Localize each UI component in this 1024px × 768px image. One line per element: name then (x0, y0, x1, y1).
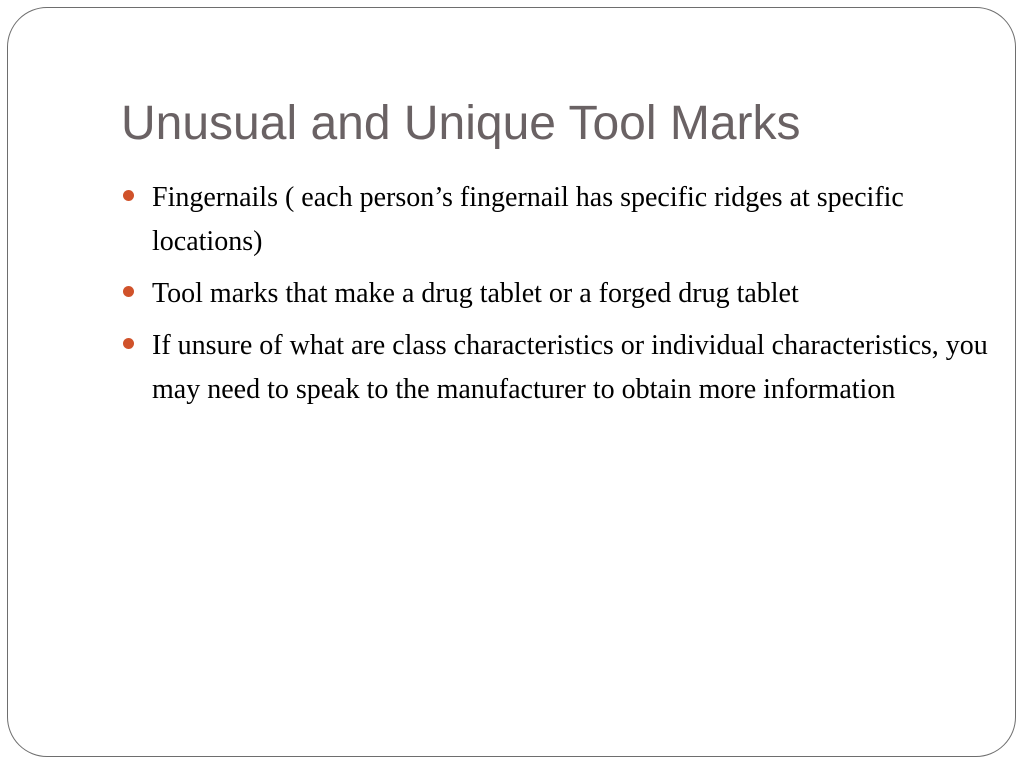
bullet-dot-icon (123, 338, 134, 349)
slide-title: Unusual and Unique Tool Marks (121, 97, 801, 150)
bullet-dot-icon (123, 286, 134, 297)
bullet-list (123, 176, 993, 420)
bullet-text: If unsure of what are class characteristics or individual characteristics, you may need to speak to the manufacturer to obtain more information (152, 330, 988, 405)
bullet-text: Tool marks that make a drug tablet or a forged drug tablet (152, 278, 799, 309)
list-item (123, 176, 993, 264)
list-item (123, 324, 993, 412)
slide-frame (7, 7, 1016, 757)
bullet-text: Fingernails ( each person’s fingernail has specific ridges at specific locations) (152, 182, 904, 257)
bullet-dot-icon (123, 190, 134, 201)
list-item (123, 272, 993, 316)
